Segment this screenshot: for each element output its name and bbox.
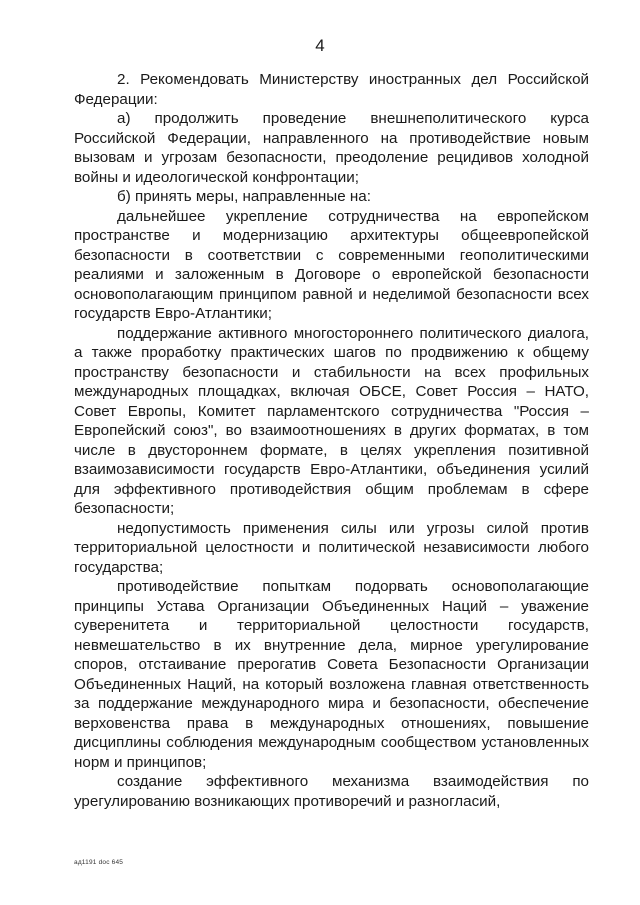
- document-body: [74, 70, 589, 811]
- paragraph: противодействие попыткам подорвать основополагающие принципы Устава Организации Объединенных Наций – уважение суверенитета и территориальной целостности государств, невмешательство в их внутренние дела, мирное урегулирование споров, отстаивание прерогатив Совета Безопасности Организации Объединенных Наций, на который возложена главная ответственность за поддержание международного мира и безопасности, обеспечение верховенства права в международных отношениях, повышение дисциплины соблюдения международным сообществом установленных норм и принципов;: [74, 578, 589, 771]
- paragraph: б) принять меры, направленные на:: [117, 188, 371, 205]
- paragraph: дальнейшее укрепление сотрудничества на европейском пространстве и модернизацию архитектуры общеевропейской безопасности в соответствии с современными геополитическими реалиями и заложенным в Договоре о европейской безопасности основополагающим принципом равной и неделимой безопасности всех государств Евро-Атлантики;: [74, 207, 589, 322]
- paragraph: а) продолжить проведение внешнеполитического курса Российской Федерации, направленного на противодействие новым вызовам и угрозам безопасности, преодоление рецидивов холодной войны и идеологической конфронтации;: [74, 110, 589, 186]
- paragraph: поддержание активного многостороннего политического диалога, а также проработку практических шагов по продвижению к общему пространству безопасности и стабильности на всех профильных международных площадках, включая ОБСЕ, Совет Россия – НАТО, Совет Европы, Комитет парламентского сотрудничества "Россия – Европейский союз", во взаимоотношениях в других форматах, в том числе в двустороннем формате, в целях укрепления позитивной взаимозависимости государств Евро-Атлантики, объединения усилий для эффективного противодействия общим проблемам в сфере безопасности;: [74, 324, 589, 517]
- footer-document-code: ад1191 doc 645: [74, 859, 124, 866]
- paragraph: 2. Рекомендовать Министерству иностранных дел Российской Федерации:: [74, 71, 589, 108]
- paragraph: создание эффективного механизма взаимодействия по урегулированию возникающих противоречий и разногласий,: [74, 773, 589, 810]
- page-number: 4: [315, 36, 325, 55]
- paragraph: недопустимость применения силы или угрозы силой против территориальной целостности и политической независимости любого государства;: [74, 519, 589, 576]
